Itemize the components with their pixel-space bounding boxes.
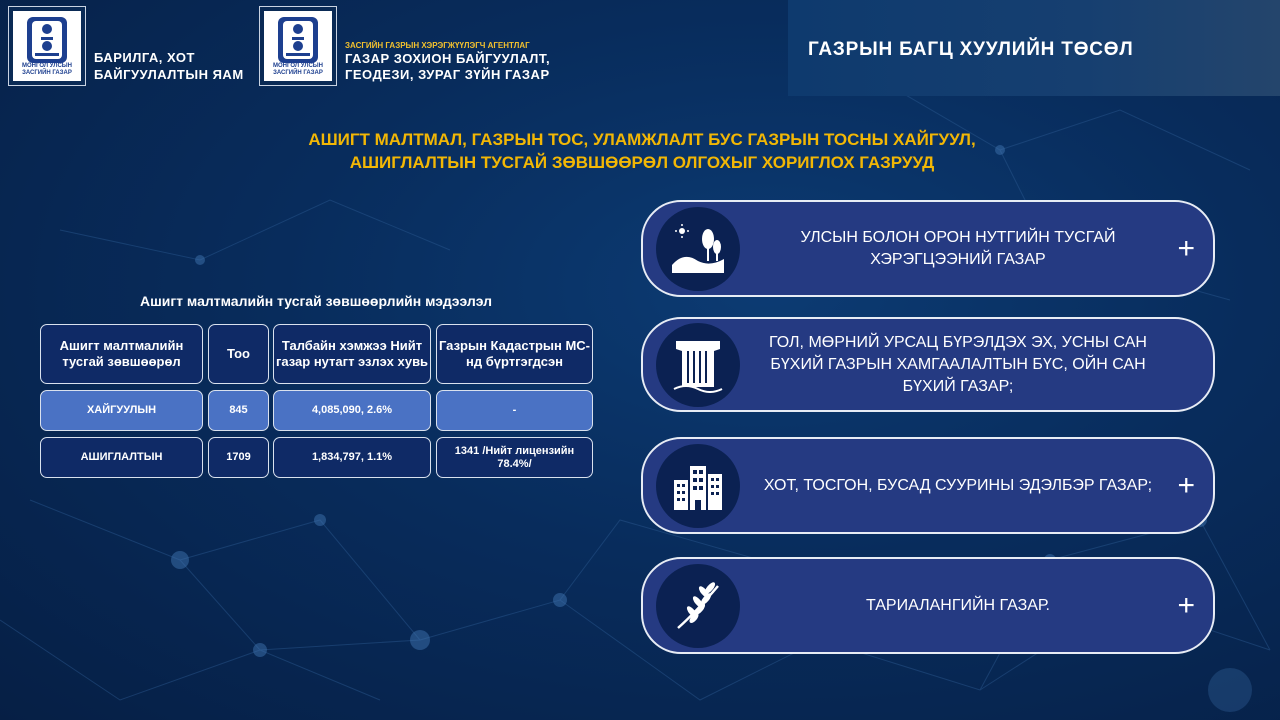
logo-caption: МОНГОЛ УЛСЫН ЗАСГИЙН ГАЗАР	[273, 63, 323, 76]
agency-type-label: ЗАСГИЙН ГАЗРЫН ХЭРЭГЖҮҮЛЭГЧ АГЕНТЛАГ	[345, 41, 530, 50]
table-cell-cadastre: -	[436, 390, 593, 431]
restricted-area-item[interactable]	[641, 317, 1215, 412]
expand-plus-icon[interactable]: +	[1177, 468, 1195, 502]
ministry-name-line2: БАЙГУУЛАЛТЫН ЯАМ	[94, 67, 244, 82]
table-header-permit: Ашигт малтмалийн тусгай зөвшөөрөл	[40, 324, 203, 384]
table-header-cadastre: Газрын Кадастрын МС-нд бүртгэгдсэн	[436, 324, 593, 384]
ministry-name-line1: БАРИЛГА, ХОТ	[94, 50, 195, 65]
logo-caption: МОНГОЛ УЛСЫН ЗАСГИЙН ГАЗАР	[22, 63, 72, 76]
ministry-name	[94, 49, 244, 83]
table-cell-type: АШИГЛАЛТЫН	[40, 437, 203, 478]
table-cell-cadastre: 1341 /Нийт лицензийн 78.4%/	[436, 437, 593, 478]
plant-icon	[656, 564, 740, 648]
table-cell-area: 4,085,090, 2.6%	[273, 390, 431, 431]
city-buildings-icon	[656, 444, 740, 528]
agency-name	[345, 51, 550, 83]
restricted-area-item[interactable]	[641, 557, 1215, 654]
headline	[0, 128, 1280, 174]
item-text: ГОЛ, МӨРНИЙ УРСАЦ БҮРЭЛДЭХ ЭХ, УСНЫ САН БҮХИЙ ГАЗРЫН ХАМГААЛАЛТЫН БҮС, ОЙН САН БҮХИЙ ГАЗАР;	[769, 333, 1147, 395]
table-header-count: Тоо	[208, 324, 269, 384]
waterfall-icon	[656, 323, 740, 407]
table-title: Ашигт малтмалийн тусгай зөвшөөрлийн мэдээлэл	[139, 293, 493, 309]
table-cell-count: 845	[208, 390, 269, 431]
restricted-area-item[interactable]	[641, 200, 1215, 297]
page-title: ГАЗРЫН БАГЦ ХУУЛИЙН ТӨСӨЛ	[808, 39, 1134, 60]
item-text: ХОТ, ТОСГОН, БУСАД СУУРИНЫ ЭДЭЛБЭР ГАЗАР;	[763, 476, 1153, 494]
table-header-area: Талбайн хэмжээ Нийт газар нутагт эзлэх хувь	[273, 324, 431, 384]
headline-line2: АШИГЛАЛТЫН ТУСГАЙ ЗӨВШӨӨРӨЛ ОЛГОХЫГ ХОРИГЛОХ ГАЗРУУД	[349, 153, 935, 172]
agency-name-line2: ГЕОДЕЗИ, ЗУРАГ ЗҮЙН ГАЗАР	[345, 67, 550, 82]
government-logo-left	[8, 6, 86, 86]
table-cell-area: 1,834,797, 1.1%	[273, 437, 431, 478]
item-text: УЛСЫН БОЛОН ОРОН НУТГИЙН ТУСГАЙ ХЭРЭГЦЭЭНИЙ ГАЗАР	[800, 228, 1116, 268]
table-cell-count: 1709	[208, 437, 269, 478]
expand-plus-icon[interactable]: +	[1177, 588, 1195, 622]
agency-name-line1: ГАЗАР ЗОХИОН БАЙГУУЛАЛТ,	[345, 51, 551, 66]
expand-plus-icon[interactable]: +	[1177, 231, 1195, 265]
headline-line1: АШИГТ МАЛТМАЛ, ГАЗРЫН ТОС, УЛАМЖЛАЛТ БУС ГАЗРЫН ТОСНЫ ХАЙГУУЛ,	[308, 130, 976, 149]
table-cell-type: ХАЙГУУЛЫН	[40, 390, 203, 431]
item-text: ТАРИАЛАНГИЙН ГАЗАР.	[865, 596, 1050, 614]
landscape-icon	[656, 207, 740, 291]
restricted-area-item[interactable]	[641, 437, 1215, 534]
government-logo-right	[259, 6, 337, 86]
